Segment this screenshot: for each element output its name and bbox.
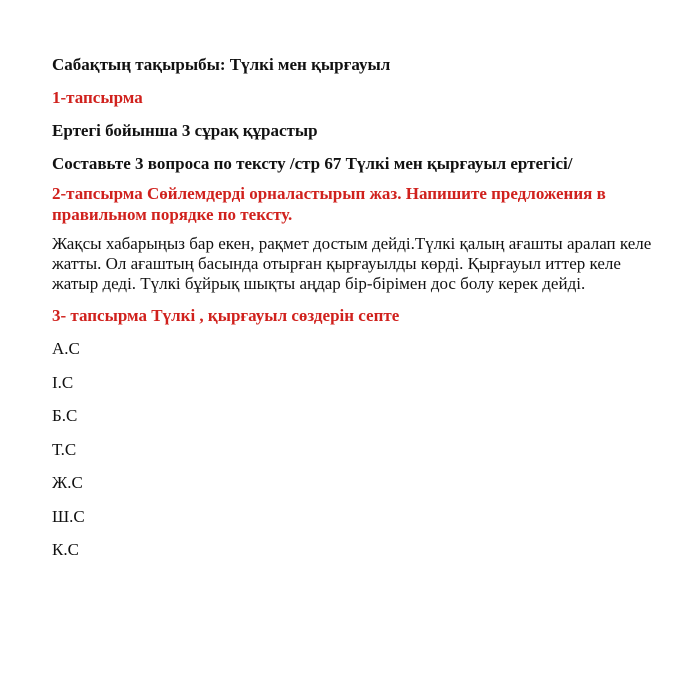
case-item-genitive: І.С xyxy=(52,372,74,392)
task1-heading: 1-тапсырма xyxy=(52,88,143,107)
lesson-title: Сабақтың тақырыбы: Түлкі мен қырғауыл xyxy=(52,55,391,74)
case-item-dative: Б.С xyxy=(52,406,78,425)
case-item-locative: Ж.С xyxy=(52,473,83,492)
task3-heading: 3- тапсырма Түлкі , қырғауыл сөздерін септе xyxy=(52,306,400,325)
task1-instruction-ru: Составьте 3 вопроса по тексту /стр 67 Түлкі мен қырғауыл ертегісі/ xyxy=(52,154,573,173)
case-item-instrumental: К.С xyxy=(52,540,79,559)
task2-heading: 2-тапсырма Сөйлемдерді орналастырып жаз. Напишите предложения в правильном порядке по тексту. xyxy=(52,184,606,224)
task2-paragraph: Жақсы хабарыңыз бар екен, рақмет достым дейді.Түлкі қалың ағашты аралап келе жатты. Ол ағаштың басында отырған қырғауылды көрді. Қырғауыл иттер келе жатыр деді. Түлкі бұйрық шықты аңдар бір-бірімен дос болу керек дейді. xyxy=(52,234,652,293)
task1-instruction-kz: Ертегі бойынша 3 сұрақ құрастыр xyxy=(52,121,318,140)
case-list xyxy=(52,338,666,573)
document-page xyxy=(52,54,666,573)
case-item-ablative: Ш.С xyxy=(52,506,85,526)
case-item-nominative: А.С xyxy=(52,339,80,358)
case-item-accusative: Т.С xyxy=(52,439,77,459)
